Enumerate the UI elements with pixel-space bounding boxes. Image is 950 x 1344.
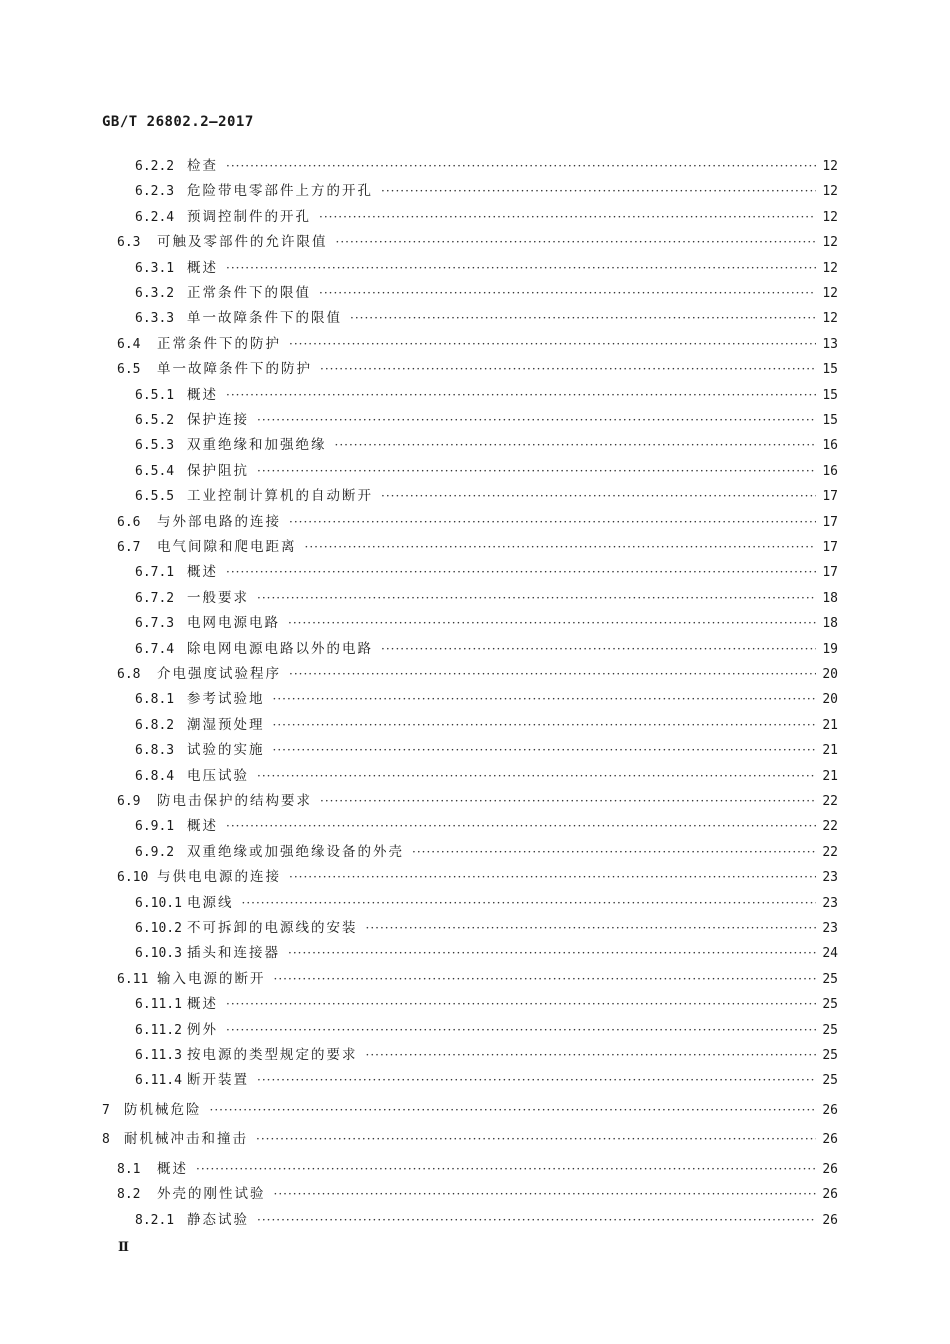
toc-entry[interactable]	[0, 867, 838, 887]
toc-entry-page: 21	[822, 717, 838, 733]
toc-entry[interactable]	[0, 918, 838, 938]
toc-entry-number: 6.10	[117, 870, 149, 886]
toc-entry-title: 防电击保护的结构要求	[157, 793, 312, 809]
toc-entry[interactable]	[0, 334, 838, 354]
toc-entry-title: 概述	[187, 996, 218, 1013]
toc-leader-dots	[257, 461, 816, 481]
toc-entry-title: 参考试验地	[187, 691, 265, 708]
toc-entry[interactable]	[0, 1159, 838, 1179]
toc-entry-number: 6.3	[117, 235, 141, 251]
toc-entry[interactable]	[0, 232, 838, 252]
toc-entry-title: 电压试验	[187, 767, 249, 784]
toc-entry-number: 6.11.1	[135, 997, 182, 1013]
toc-entry-title: 防机械危险	[124, 1101, 202, 1118]
toc-entry[interactable]	[0, 181, 838, 201]
toc-leader-dots	[319, 283, 816, 303]
toc-entry-title: 预调控制件的开孔	[187, 208, 311, 225]
toc-entry-page: 23	[822, 921, 838, 936]
toc-entry-page: 22	[822, 844, 838, 860]
toc-entry-page: 25	[822, 997, 838, 1013]
toc-entry-title: 试验的实施	[187, 742, 265, 759]
toc-entry-page: 17	[822, 565, 838, 581]
toc-entry-number: 8.1	[117, 1161, 141, 1177]
toc-entry-page: 26	[822, 1212, 838, 1228]
toc-entry-number: 6.6	[117, 514, 141, 530]
toc-leader-dots	[257, 1210, 816, 1230]
toc-entry-title: 正常条件下的限值	[187, 285, 311, 301]
toc-entry-number: 6.2.4	[135, 209, 175, 225]
toc-entry-number: 6.8.2	[135, 717, 175, 733]
toc-entry-title: 一般要求	[187, 589, 249, 606]
toc-entry-page: 12	[822, 159, 838, 174]
toc-entry-page: 17	[822, 540, 838, 555]
toc-entry[interactable]	[0, 639, 838, 659]
toc-entry-title: 电网电源电路	[187, 615, 280, 632]
toc-entry-number: 6.3.2	[135, 286, 175, 301]
toc-entry[interactable]	[0, 1100, 838, 1120]
toc-entry-number: 6.9	[117, 794, 141, 809]
toc-entry-page: 25	[822, 1073, 838, 1089]
toc-entry-number: 8.2	[117, 1187, 141, 1203]
toc-entry-number: 6.11	[117, 971, 149, 987]
toc-leader-dots	[288, 943, 816, 963]
toc-entry-title: 单一故障条件下的限值	[187, 310, 342, 327]
toc-entry[interactable]	[0, 1020, 838, 1040]
toc-entry-title: 电气间隙和爬电距离	[157, 539, 297, 555]
toc-entry[interactable]	[0, 207, 838, 227]
toc-entry-number: 6.10.2	[135, 921, 182, 936]
toc-entry-page: 24	[822, 946, 838, 962]
toc-leader-dots	[274, 969, 817, 989]
toc-entry[interactable]	[0, 385, 838, 405]
toc-entry-page: 12	[822, 260, 838, 276]
toc-leader-dots	[319, 207, 816, 227]
toc-leader-dots	[273, 715, 817, 735]
toc-entry-page: 12	[822, 286, 838, 301]
toc-entry-title: 潮湿预处理	[187, 716, 265, 733]
toc-entry-title: 危险带电零部件上方的开孔	[187, 183, 373, 200]
toc-entry[interactable]	[0, 740, 838, 760]
standard-number-header: GB/T 26802.2—2017	[102, 114, 254, 130]
toc-entry-number: 8	[102, 1132, 110, 1148]
toc-leader-dots	[196, 1159, 816, 1179]
toc-entry-number: 6.9.2	[135, 844, 175, 860]
toc-entry[interactable]	[0, 689, 838, 709]
toc-entry-page: 22	[822, 794, 838, 809]
toc-entry[interactable]	[0, 766, 838, 786]
toc-entry[interactable]	[0, 512, 838, 532]
toc-leader-dots	[210, 1100, 817, 1120]
toc-leader-dots	[226, 385, 816, 405]
toc-entry-page: 20	[822, 692, 838, 708]
toc-entry-number: 6.5.1	[135, 387, 175, 403]
toc-entry[interactable]	[0, 435, 838, 455]
toc-entry[interactable]	[0, 156, 838, 176]
toc-entry-title: 双重绝缘和加强绝缘	[187, 437, 327, 454]
toc-leader-dots	[226, 994, 816, 1014]
toc-leader-dots	[257, 766, 816, 786]
toc-entry-page: 19	[822, 641, 838, 657]
toc-leader-dots	[257, 588, 816, 608]
toc-entry[interactable]	[0, 893, 838, 913]
toc-leader-dots	[256, 1129, 816, 1149]
toc-entry[interactable]	[0, 613, 838, 633]
toc-entry[interactable]	[0, 461, 838, 481]
toc-entry-number: 6.5.3	[135, 438, 175, 454]
toc-entry-title: 输入电源的断开	[157, 970, 266, 987]
toc-entry-number: 6.4	[117, 336, 141, 352]
toc-entry[interactable]	[0, 359, 838, 379]
toc-leader-dots	[288, 613, 816, 633]
toc-entry-page: 15	[822, 362, 838, 378]
toc-entry-page: 26	[822, 1161, 838, 1177]
toc-leader-dots	[381, 486, 816, 506]
toc-entry-number: 6.2.2	[135, 159, 175, 174]
toc-entry-number: 6.7.3	[135, 616, 175, 632]
toc-entry-number: 6.3.3	[135, 311, 175, 327]
toc-leader-dots	[412, 842, 816, 862]
toc-leader-dots	[226, 1020, 816, 1040]
toc-entry[interactable]	[0, 562, 838, 582]
toc-entry-number: 6.5	[117, 362, 141, 378]
toc-entry-page: 12	[822, 311, 838, 327]
toc-entry-title: 例外	[187, 1021, 218, 1038]
toc-entry-title: 除电网电源电路以外的电路	[187, 640, 373, 657]
toc-entry-title: 概述	[187, 818, 218, 835]
toc-entry-title: 静态试验	[187, 1211, 249, 1228]
toc-entry-number: 6.3.1	[135, 260, 175, 276]
toc-entry-page: 26	[822, 1102, 838, 1118]
toc-entry[interactable]	[0, 1070, 838, 1090]
toc-entry-page: 21	[822, 743, 838, 759]
toc-leader-dots	[289, 334, 816, 354]
toc-entry-page: 15	[822, 387, 838, 403]
toc-leader-dots	[226, 816, 816, 836]
toc-entry-page: 25	[822, 1022, 838, 1038]
toc-entry[interactable]	[0, 537, 838, 557]
toc-leader-dots	[226, 562, 816, 582]
toc-leader-dots	[257, 1070, 816, 1090]
toc-entry[interactable]	[0, 410, 838, 430]
toc-entry-page: 26	[822, 1132, 838, 1148]
toc-entry-title: 与供电电源的连接	[157, 869, 281, 886]
toc-entry-number: 6.5.5	[135, 489, 175, 505]
toc-entry-page: 17	[822, 489, 838, 505]
toc-entry-page: 21	[822, 768, 838, 784]
toc-entry-page: 13	[822, 336, 838, 352]
toc-leader-dots	[320, 791, 816, 811]
toc-leader-dots	[242, 893, 817, 913]
toc-entry-title: 插头和连接器	[187, 945, 280, 962]
toc-entry[interactable]	[0, 258, 838, 278]
toc-entry[interactable]	[0, 308, 838, 328]
toc-entry-title: 介电强度试验程序	[157, 666, 281, 682]
toc-entry[interactable]	[0, 715, 838, 735]
toc-entry[interactable]	[0, 816, 838, 836]
toc-entry-number: 6.7	[117, 540, 141, 555]
toc-entry[interactable]	[0, 664, 838, 684]
toc-entry-number: 6.11.3	[135, 1048, 182, 1063]
toc-entry-number: 6.8.4	[135, 768, 175, 784]
toc-entry-title: 检查	[187, 158, 218, 174]
toc-entry-number: 6.8.3	[135, 743, 175, 759]
toc-entry-title: 耐机械冲击和撞击	[124, 1131, 248, 1148]
toc-leader-dots	[289, 512, 816, 532]
toc-entry[interactable]	[0, 943, 838, 963]
toc-leader-dots	[366, 1045, 817, 1065]
toc-entry-page: 12	[822, 235, 838, 251]
toc-entry[interactable]	[0, 1184, 838, 1204]
toc-leader-dots	[289, 664, 816, 684]
toc-entry[interactable]	[0, 1045, 838, 1065]
toc-entry-title: 工业控制计算机的自动断开	[187, 488, 373, 505]
toc-entry-number: 6.11.4	[135, 1073, 182, 1089]
toc-entry-page: 16	[822, 463, 838, 479]
toc-entry-page: 23	[822, 870, 838, 886]
toc-entry-page: 23	[822, 895, 838, 911]
toc-entry-page: 25	[822, 1048, 838, 1063]
toc-entry-number: 6.9.1	[135, 819, 175, 835]
toc-entry[interactable]	[0, 1129, 838, 1149]
toc-entry-number: 6.10.1	[135, 895, 182, 911]
toc-entry-title: 概述	[187, 386, 218, 403]
toc-entry-title: 断开装置	[187, 1072, 249, 1089]
toc-leader-dots	[335, 435, 817, 455]
toc-entry-title: 单一故障条件下的防护	[157, 361, 312, 378]
toc-entry-title: 概述	[187, 564, 218, 581]
toc-entry-number: 8.2.1	[135, 1212, 175, 1228]
toc-entry-number: 6.7.4	[135, 641, 175, 657]
toc-leader-dots	[366, 918, 817, 938]
toc-entry-number: 6.10.3	[135, 946, 182, 962]
toc-entry-page: 15	[822, 413, 838, 428]
toc-entry-number: 6.2.3	[135, 184, 175, 200]
toc-entry-page: 18	[822, 616, 838, 632]
toc-entry-title: 不可拆卸的电源线的安装	[187, 920, 358, 936]
toc-entry-page: 20	[822, 667, 838, 682]
toc-entry-page: 18	[822, 590, 838, 606]
toc-entry-page: 12	[822, 184, 838, 200]
toc-entry[interactable]	[0, 486, 838, 506]
toc-leader-dots	[305, 537, 817, 557]
toc-entry-number: 6.8.1	[135, 692, 175, 708]
toc-entry-page: 17	[822, 514, 838, 530]
toc-entry-title: 保护阻抗	[187, 462, 249, 479]
toc-entry-number: 6.8	[117, 667, 141, 682]
toc-entry-title: 电源线	[187, 894, 234, 911]
toc-entry[interactable]	[0, 283, 838, 303]
toc-entry-page: 26	[822, 1187, 838, 1203]
toc-entry-page: 16	[822, 438, 838, 454]
toc-entry-title: 正常条件下的防护	[157, 335, 281, 352]
toc-entry-title: 概述	[187, 259, 218, 276]
toc-entry-page: 25	[822, 971, 838, 987]
toc-entry-number: 6.7.1	[135, 565, 175, 581]
toc-entry[interactable]	[0, 588, 838, 608]
toc-leader-dots	[274, 1184, 817, 1204]
toc-leader-dots	[257, 410, 816, 430]
toc-entry-number: 6.5.2	[135, 413, 175, 428]
toc-entry[interactable]	[0, 791, 838, 811]
toc-leader-dots	[273, 740, 817, 760]
toc-leader-dots	[381, 181, 816, 201]
toc-leader-dots	[273, 689, 817, 709]
toc-leader-dots	[320, 359, 816, 379]
toc-entry-title: 双重绝缘或加强绝缘设备的外壳	[187, 843, 404, 860]
toc-entry-number: 6.7.2	[135, 590, 175, 606]
toc-leader-dots	[336, 232, 817, 252]
toc-entry[interactable]	[0, 1210, 838, 1230]
toc-leader-dots	[226, 156, 816, 176]
toc-entry[interactable]	[0, 842, 838, 862]
page-folio: Ⅱ	[118, 1240, 129, 1255]
toc-entry[interactable]	[0, 969, 838, 989]
toc-entry-title: 按电源的类型规定的要求	[187, 1047, 358, 1063]
toc-entry[interactable]	[0, 994, 838, 1014]
toc-entry-number: 7	[102, 1102, 110, 1118]
toc-entry-title: 外壳的刚性试验	[157, 1186, 266, 1203]
toc-entry-number: 6.11.2	[135, 1022, 182, 1038]
toc-entry-title: 与外部电路的连接	[157, 513, 281, 530]
toc-leader-dots	[289, 867, 816, 887]
toc-entry-title: 保护连接	[187, 412, 249, 428]
toc-entry-title: 可触及零部件的允许限值	[157, 234, 328, 251]
toc-entry-page: 12	[822, 209, 838, 225]
toc-leader-dots	[226, 258, 816, 278]
toc-leader-dots	[381, 639, 816, 659]
toc-entry-number: 6.5.4	[135, 463, 175, 479]
toc-leader-dots	[350, 308, 816, 328]
toc-entry-title: 概述	[157, 1160, 188, 1177]
toc-entry-page: 22	[822, 819, 838, 835]
